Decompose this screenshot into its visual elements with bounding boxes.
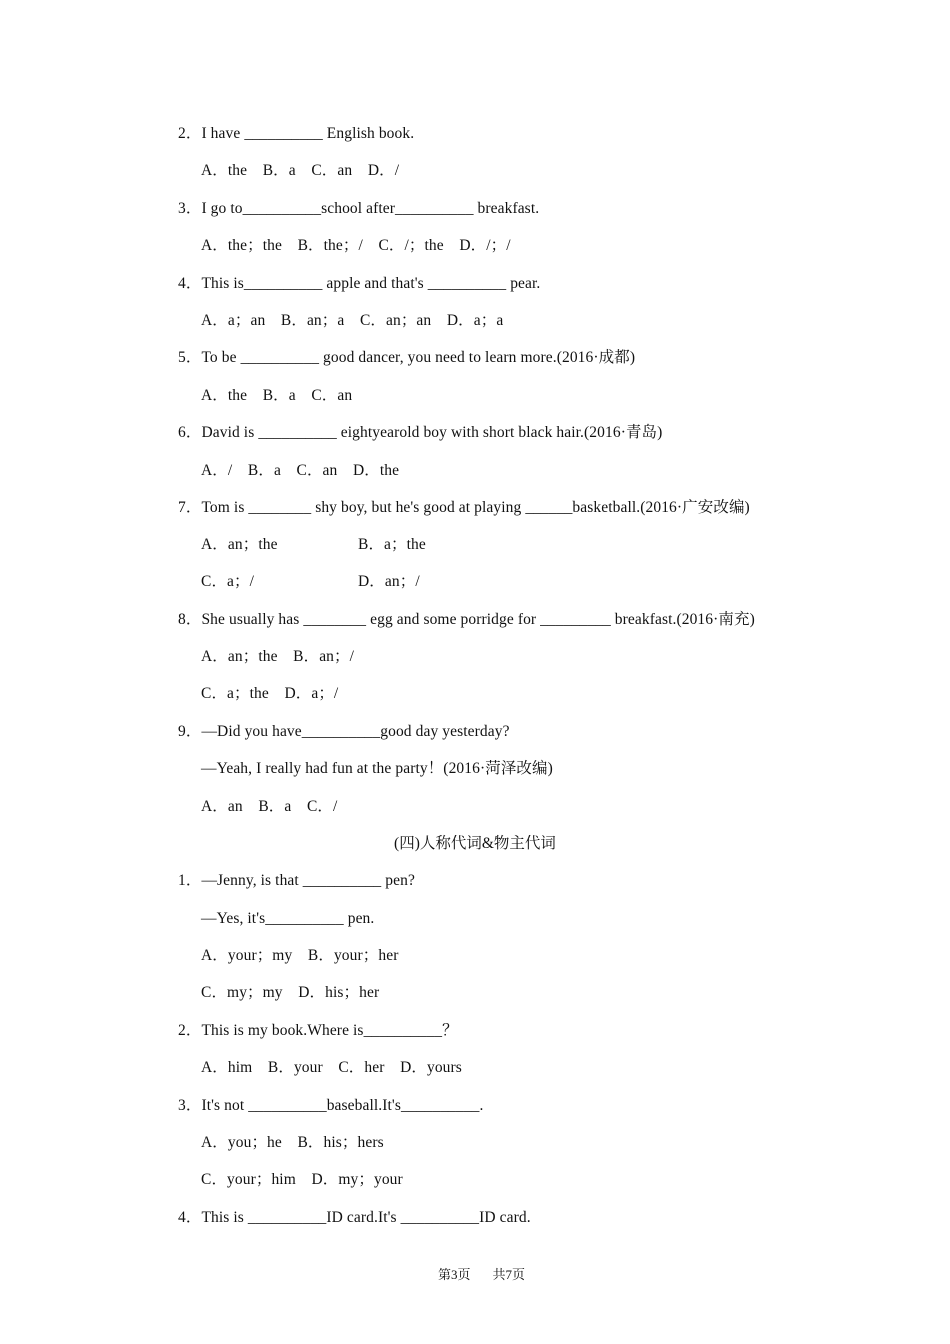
pronoun-question-4-stem: 4．This is __________ID card.It's __________ID card. [178,1209,531,1226]
pronoun-question-3-stem: 3．It's not __________baseball.It's__________. [178,1097,484,1114]
pronoun-question-3-options-cd: C．your；him D．my；your [201,1171,403,1188]
question-3-stem: 3．I go to__________school after__________ breakfast. [178,200,540,217]
question-2-stem: 2．I have __________ English book. [178,125,415,142]
question-7-option-d: D．an；/ [358,573,420,590]
question-8-options-ab: A．an；the B．an；/ [201,648,355,665]
question-8-options-cd: C．a；the D．a；/ [201,685,339,702]
pronoun-question-1-options-ab: A．your；my B．your；her [201,947,399,964]
question-4-stem: 4．This is__________ apple and that's __________ pear. [178,275,541,292]
question-6-options: A．/ B．a C．an D．the [201,462,400,479]
question-2-options: A．the B．a C．an D．/ [201,162,400,179]
question-7-option-a: A．an；the [201,536,278,553]
question-5-stem: 5．To be __________ good dancer, you need to learn more.(2016·成都) [178,349,636,366]
question-9-reply: —Yeah, I really had fun at the party！(2016·菏泽改编) [201,760,553,777]
page-total: 共7页 [492,1267,526,1282]
question-9-stem: 9．—Did you have__________good day yesterday? [178,723,510,740]
section-heading: (四)人称代词&物主代词 [394,835,556,852]
question-8-stem: 8．She usually has ________ egg and some porridge for _________ breakfast.(2016·南充) [178,611,755,628]
question-7-stem: 7．Tom is ________ shy boy, but he's good at playing ______basketball.(2016·广安改编) [178,499,750,516]
pronoun-question-2-stem: 2．This is my book.Where is__________？ [178,1022,458,1039]
question-7-option-b: B．a；the [358,536,426,553]
pronoun-question-1-options-cd: C．my；my D．his；her [201,984,380,1001]
question-5-options: A．the B．a C．an [201,387,353,404]
pronoun-question-3-options-ab: A．you；he B．his；hers [201,1134,384,1151]
page-footer [0,1248,950,1302]
pronoun-question-2-options: A．him B．your C．her D．yours [201,1059,462,1076]
question-7-option-c: C．a；/ [201,573,255,590]
page-number: 第3页 [437,1267,471,1282]
question-9-options: A．an B．a C．/ [201,798,338,815]
question-4-options: A．a；an B．an；a C．an；an D．a；a [201,312,504,329]
question-6-stem: 6．David is __________ eightyearold boy with short black hair.(2016·青岛) [178,424,663,441]
question-3-options: A．the；the B．the；/ C．/；the D．/；/ [201,237,511,254]
pronoun-question-1-stem: 1．—Jenny, is that __________ pen? [178,872,415,889]
pronoun-question-1-reply: —Yes, it's__________ pen. [201,910,375,927]
